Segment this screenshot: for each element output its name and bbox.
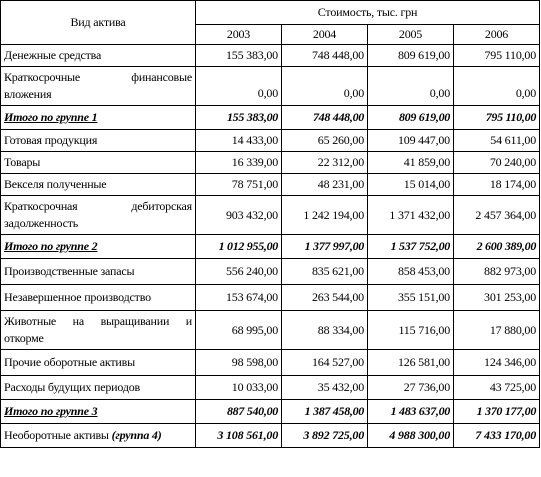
value-cell: 16 339,00 <box>196 152 282 174</box>
table-row <box>1 350 540 376</box>
value-cell: 124 346,00 <box>454 350 540 376</box>
row-label: Товары <box>1 152 196 174</box>
value-cell: 0,00 <box>196 67 282 106</box>
value-cell: 65 260,00 <box>282 130 368 152</box>
value-cell: 14 433,00 <box>196 130 282 152</box>
value-cell: 1 387 458,00 <box>282 400 368 424</box>
value-cell: 43 725,00 <box>454 376 540 400</box>
value-cell: 0,00 <box>368 67 454 106</box>
value-cell: 809 619,00 <box>368 106 454 130</box>
row-label: Денежные средства <box>1 45 196 67</box>
value-cell: 22 312,00 <box>282 152 368 174</box>
total-row <box>1 400 540 424</box>
value-cell: 70 240,00 <box>454 152 540 174</box>
value-cell: 153 674,00 <box>196 285 282 311</box>
row-label: Животные на выращивании и откорме <box>1 311 196 350</box>
value-cell: 1 483 637,00 <box>368 400 454 424</box>
value-cell: 98 598,00 <box>196 350 282 376</box>
row-label: Итого по группе 2 <box>1 235 196 259</box>
value-cell: 10 033,00 <box>196 376 282 400</box>
value-cell: 795 110,00 <box>454 45 540 67</box>
value-cell: 35 432,00 <box>282 376 368 400</box>
table-row <box>1 196 540 235</box>
value-cell: 2 600 389,00 <box>454 235 540 259</box>
row-label: Итого по группе 1 <box>1 106 196 130</box>
row-label: Прочие оборотные активы <box>1 350 196 376</box>
value-cell: 18 174,00 <box>454 174 540 196</box>
value-cell: 882 973,00 <box>454 259 540 285</box>
value-cell: 0,00 <box>282 67 368 106</box>
table-row <box>1 67 540 106</box>
value-cell: 1 377 997,00 <box>282 235 368 259</box>
value-cell: 68 995,00 <box>196 311 282 350</box>
value-cell: 54 611,00 <box>454 130 540 152</box>
value-cell: 835 621,00 <box>282 259 368 285</box>
value-cell: 1 370 177,00 <box>454 400 540 424</box>
value-cell: 887 540,00 <box>196 400 282 424</box>
value-cell: 78 751,00 <box>196 174 282 196</box>
table-row <box>1 130 540 152</box>
year-header: 2005 <box>368 24 454 44</box>
value-cell: 556 240,00 <box>196 259 282 285</box>
value-cell: 17 880,00 <box>454 311 540 350</box>
table-row <box>1 45 540 67</box>
value-cell: 7 433 170,00 <box>454 424 540 448</box>
row-label: Векселя полученные <box>1 174 196 196</box>
row-label: Краткосрочная дебиторская задолженность <box>1 196 196 235</box>
row-label: Краткосрочные финансовые вложения <box>1 67 196 106</box>
value-cell: 1 371 432,00 <box>368 196 454 235</box>
value-cell: 903 432,00 <box>196 196 282 235</box>
value-cell: 109 447,00 <box>368 130 454 152</box>
value-cell: 1 012 955,00 <box>196 235 282 259</box>
table-row <box>1 424 540 448</box>
row-label: Производственные запасы <box>1 259 196 285</box>
value-cell: 301 253,00 <box>454 285 540 311</box>
value-cell: 164 527,00 <box>282 350 368 376</box>
value-cell: 27 736,00 <box>368 376 454 400</box>
row-label: Итого по группе 3 <box>1 400 196 424</box>
value-cell: 1 537 752,00 <box>368 235 454 259</box>
value-cell: 155 383,00 <box>196 106 282 130</box>
value-cell: 2 457 364,00 <box>454 196 540 235</box>
value-cell: 41 859,00 <box>368 152 454 174</box>
value-cell: 3 892 725,00 <box>282 424 368 448</box>
year-header: 2004 <box>282 24 368 44</box>
table-row <box>1 311 540 350</box>
value-cell: 126 581,00 <box>368 350 454 376</box>
value-cell: 355 151,00 <box>368 285 454 311</box>
value-cell: 0,00 <box>454 67 540 106</box>
table-row <box>1 285 540 311</box>
value-cell: 155 383,00 <box>196 45 282 67</box>
total-row <box>1 106 540 130</box>
header-row <box>1 1 540 25</box>
row-label <box>1 424 196 448</box>
year-header: 2003 <box>196 24 282 44</box>
table-row <box>1 376 540 400</box>
asset-type-header: Вид актива <box>1 1 196 45</box>
row-label: Незавершенное производство <box>1 285 196 311</box>
table-row <box>1 174 540 196</box>
value-cell: 48 231,00 <box>282 174 368 196</box>
value-cell: 795 110,00 <box>454 106 540 130</box>
row-label: Расходы будущих периодов <box>1 376 196 400</box>
value-cell: 858 453,00 <box>368 259 454 285</box>
value-cell: 1 242 194,00 <box>282 196 368 235</box>
row-label-plain: Необоротные активы <box>4 428 112 442</box>
year-header: 2006 <box>454 24 540 44</box>
total-row <box>1 235 540 259</box>
table-row <box>1 259 540 285</box>
value-cell: 748 448,00 <box>282 45 368 67</box>
value-cell: 748 448,00 <box>282 106 368 130</box>
row-label: Готовая продукция <box>1 130 196 152</box>
value-cell: 3 108 561,00 <box>196 424 282 448</box>
cost-header: Стоимость, тыс. грн <box>196 1 540 25</box>
value-cell: 88 334,00 <box>282 311 368 350</box>
value-cell: 15 014,00 <box>368 174 454 196</box>
table-row <box>1 152 540 174</box>
value-cell: 4 988 300,00 <box>368 424 454 448</box>
value-cell: 115 716,00 <box>368 311 454 350</box>
row-label-group: (группа 4) <box>111 428 162 442</box>
value-cell: 263 544,00 <box>282 285 368 311</box>
value-cell: 809 619,00 <box>368 45 454 67</box>
